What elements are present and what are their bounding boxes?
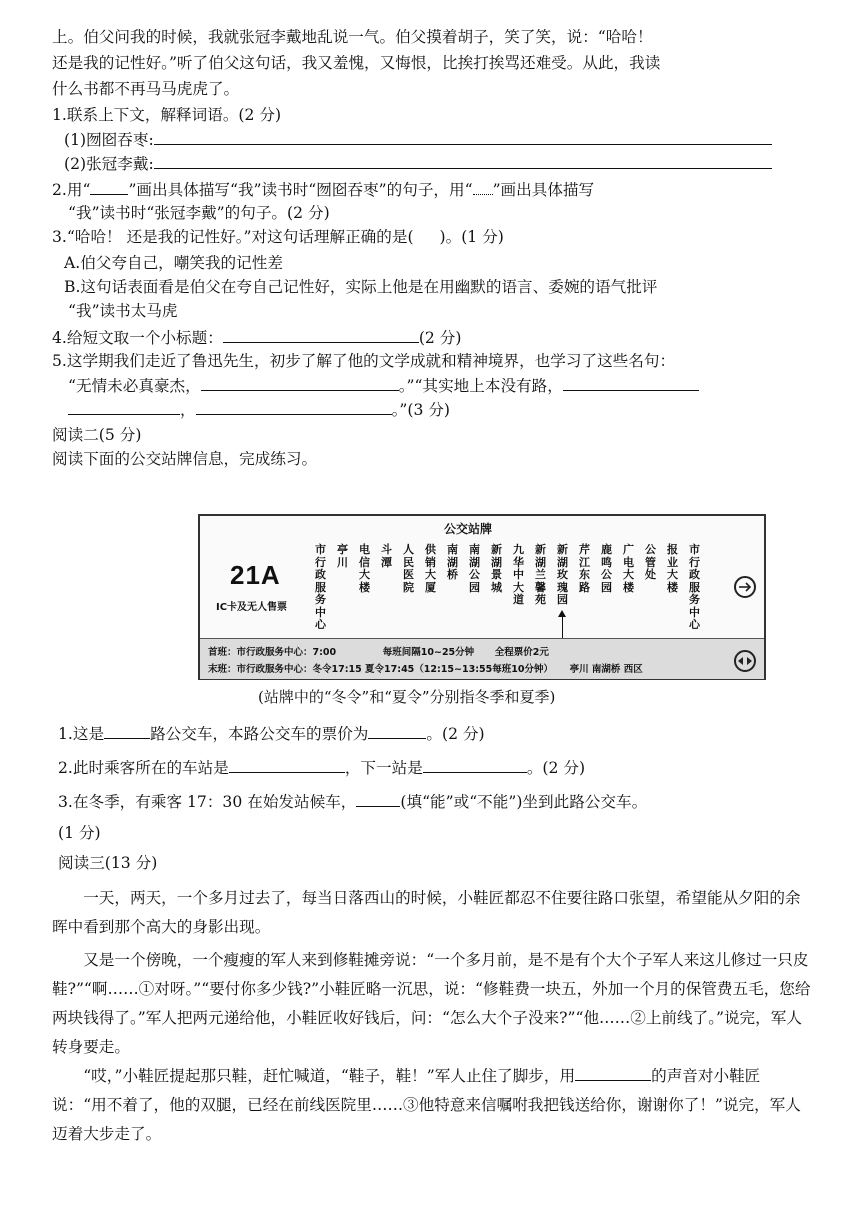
bus-interval: 每班间隔10~25分钟 xyxy=(382,647,475,658)
r2-question-2 xyxy=(58,756,585,779)
r2-q1-text: 路公交车，本路公交车的票价为 xyxy=(150,725,369,743)
section-intro: 阅读下面的公交站牌信息，完成练习。 xyxy=(52,450,318,468)
r2-question-1 xyxy=(58,722,485,745)
question-2 xyxy=(52,178,594,201)
question-1b xyxy=(64,152,772,175)
bus-stop: 南湖公园 xyxy=(469,543,480,594)
straight-line-mark xyxy=(90,178,128,195)
answer-blank[interactable] xyxy=(68,398,180,415)
answer-blank[interactable] xyxy=(575,1064,651,1081)
question-2-cont: “我”读书时“张冠李戴”的句子。(2 分) xyxy=(68,204,330,222)
answer-blank[interactable] xyxy=(154,128,772,145)
question-5-text: ， xyxy=(180,401,196,419)
direction-right-icon xyxy=(734,576,756,598)
direction-both-icon xyxy=(734,650,756,672)
question-5-text: 。”“其实地上本没有路， xyxy=(398,377,563,395)
r2-question-3-score: (1 分) xyxy=(58,824,101,842)
bus-stop: 新湖兰馨苑 xyxy=(535,543,546,606)
bus-stop: 公管处 xyxy=(645,543,656,581)
route-number: 21A xyxy=(230,560,281,590)
paragraph xyxy=(52,1062,812,1149)
schedule-bar xyxy=(200,638,764,679)
bus-stop: 广电大楼 xyxy=(623,543,634,594)
question-3-text: 3.“哈哈！ 还是我的记性好。”对这句话理解正确的是( xyxy=(52,228,414,246)
answer-blank[interactable] xyxy=(423,756,527,773)
question-5-line xyxy=(68,398,450,421)
answer-blank[interactable] xyxy=(201,374,399,391)
current-stop-arrow-shaft xyxy=(562,614,563,638)
return-stops: 亭川 南湖桥 西区 xyxy=(569,664,643,675)
r2-q2-text: ，下一站是 xyxy=(344,759,423,777)
bus-stop: 亭川 xyxy=(337,543,348,569)
bus-stop: 鹿鸣公园 xyxy=(601,543,612,594)
bus-stop: 新湖景城 xyxy=(491,543,502,594)
paragraph-text: 的声音对小鞋匠说：“用不着了，他的双腿，已经在前线医院里……③他特意来信嘱咐我把钱送给你，谢谢你了！”说完，军人迈着大步走了。 xyxy=(52,1067,801,1143)
answer-blank[interactable] xyxy=(223,326,419,343)
r2-question-3 xyxy=(58,790,647,813)
r2-q2-text: 。(2 分) xyxy=(526,759,586,777)
question-2-text: 2.用“ xyxy=(52,181,91,199)
question-1: 1.联系上下文，解释词语。(2 分) xyxy=(52,106,282,124)
bus-stop: 九华中大道 xyxy=(513,543,524,606)
bus-fare: 全程票价2元 xyxy=(494,647,549,658)
bus-stop: 供销大厦 xyxy=(425,543,436,594)
r2-q1-text: 1.这是 xyxy=(58,725,105,743)
schedule-row xyxy=(208,644,549,658)
bus-stop: 芹江东路 xyxy=(579,543,590,594)
answer-blank[interactable] xyxy=(104,722,150,739)
question-1a xyxy=(64,128,772,151)
passage-line: 上。伯父问我的时候，我就张冠李戴地乱说一气。伯父摸着胡子，笑了笑，说：“哈哈！ xyxy=(52,28,653,46)
paragraph-text: “哎，”小鞋匠提起那只鞋，赶忙喊道，“鞋子，鞋！”军人止住了脚步，用 xyxy=(83,1067,576,1085)
question-2-text: ”画出具体描写“我”读书时“囫囵吞枣”的句子，用“ xyxy=(128,181,473,199)
question-1b-label: (2)张冠李戴: xyxy=(64,155,154,173)
sign-caption: (站牌中的“冬令”和“夏令”分别指冬季和夏季) xyxy=(258,688,556,706)
r2-q3-text: (填“能”或“不能”)坐到此路公交车。 xyxy=(400,793,648,811)
answer-blank[interactable] xyxy=(563,374,699,391)
option-a: A.伯父夸自己，嘲笑我的记性差 xyxy=(64,254,283,272)
question-5-text: “无情未必真豪杰， xyxy=(68,377,201,395)
bus-stop: 斗潭 xyxy=(381,543,392,569)
wavy-line-mark xyxy=(473,178,493,195)
option-b: B.这句话表面看是伯父在夸自己记性好，实际上他是在用幽默的语言、委婉的语气批评 xyxy=(64,278,658,296)
question-4 xyxy=(52,326,461,349)
question-5-text: 。”(3 分) xyxy=(391,401,451,419)
question-3 xyxy=(52,226,504,248)
r2-q2-text: 2.此时乘客所在的车站是 xyxy=(58,759,229,777)
answer-blank[interactable] xyxy=(229,756,345,773)
question-5-line xyxy=(68,374,699,397)
question-5: 5.这学期我们走近了鲁迅先生，初步了解了他的文学成就和精神境界，也学习了这些名句： xyxy=(52,352,676,370)
bus-stop: 报业大楼 xyxy=(667,543,678,594)
option-b-cont: “我”读书太马虎 xyxy=(68,302,178,320)
bus-stop: 市行政服务中心 xyxy=(689,543,700,631)
bus-stop: 人民医院 xyxy=(403,543,414,594)
question-2-text: ”画出具体描写 xyxy=(492,181,595,199)
bus-stop: 南湖桥 xyxy=(447,543,458,581)
answer-blank[interactable] xyxy=(368,722,426,739)
r2-q3-text: 3.在冬季，有乘客 17：30 在始发站候车， xyxy=(58,793,357,811)
r2-q1-text: 。(2 分) xyxy=(426,725,485,743)
paragraph: 一天，两天，一个多月过去了，每当日落西山的时候，小鞋匠都忍不住要往路口张望，希望能从夕阳的余晖中看到那个高大的身影出现。 xyxy=(52,889,801,936)
paragraph: 又是一个傍晚，一个瘦瘦的军人来到修鞋摊旁说：“一个多月前，是不是有个大个子军人来这儿修过一只皮鞋?”“啊……①对呀。”“要付你多少钱?”小鞋匠略一沉思，说：“修鞋费一块五，外加一个月的保管费五毛，您给两块钱得了。”军人把两元递给他，小鞋匠收好钱后，问：“怎么大个子没来?”“他……②上前线了。”说完，军人转身要走。 xyxy=(52,951,811,1056)
first-bus-time: 首班：市行政服务中心：7:00 xyxy=(208,647,337,658)
last-bus-time: 末班：市行政服务中心：冬令17:15 夏令17:45（12:15~13:55每班10分钟） xyxy=(208,664,553,675)
answer-blank[interactable] xyxy=(196,398,392,415)
ic-card-note: IC卡及无人售票 xyxy=(216,602,288,613)
question-1a-label: (1)囫囵吞枣: xyxy=(64,131,154,149)
question-4-text: 4.给短文取一个小标题： xyxy=(52,329,223,347)
question-3-text: )。(1 分) xyxy=(439,228,504,246)
answer-blank[interactable] xyxy=(356,790,400,807)
question-4-score: (2 分) xyxy=(418,329,462,347)
answer-blank[interactable] xyxy=(154,152,772,169)
section-title: 阅读二(5 分) xyxy=(52,426,142,444)
schedule-row xyxy=(208,661,643,675)
section-title: 阅读三(13 分) xyxy=(58,854,158,872)
passage-line: 什么书都不再马马虎虎了。 xyxy=(52,80,240,98)
bus-stop-current: 新湖玫瑰园 xyxy=(557,543,568,606)
passage-line: 还是我的记性好。”听了伯父这句话，我又羞愧，又悔恨，比挨打挨骂还难受。从此，我读 xyxy=(52,54,661,72)
sign-title: 公交站牌 xyxy=(444,522,493,536)
bus-stop-sign xyxy=(198,514,766,680)
bus-stop: 市行政服务中心 xyxy=(315,543,326,631)
bus-stop: 电信大楼 xyxy=(359,543,370,594)
